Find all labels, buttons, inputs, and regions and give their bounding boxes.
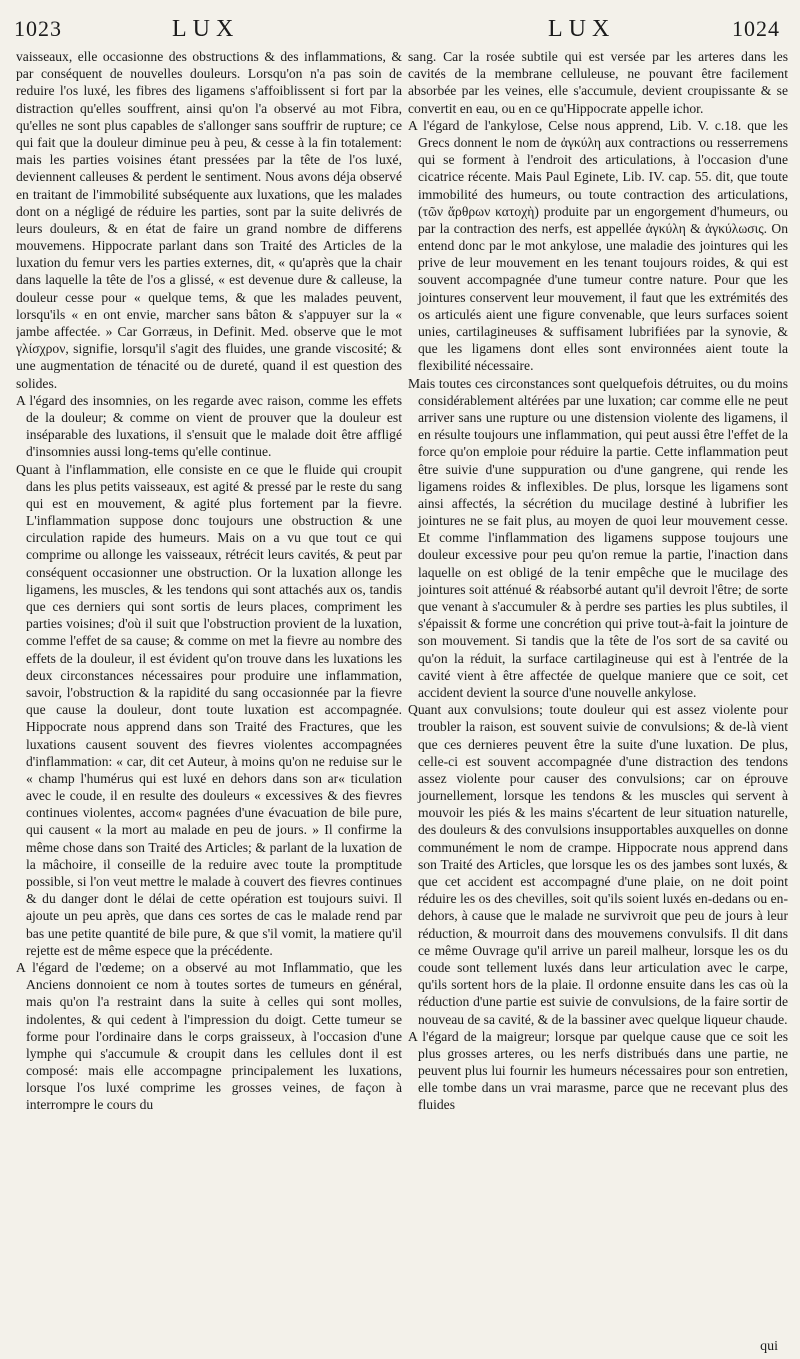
- page-number-right: 1024: [732, 16, 780, 41]
- paragraph-convulsions: Quant aux convulsions; toute douleur qui est assez violente pour troubler la raison, est souvent suivie de convulsions; & de-là vient que ces dernieres peuvent être la suite d'une luxation. De plus, celle-ci est souvent accompagnée d'une distraction des tendons assez violente pour causer des convulsions; car on éprouve journellement, lorsque les tendons & les muscles qui servent à mouvoir les piés & les mains s'écartent de leur situation naturelle, des douleurs & des convulsions insupportables auxquelles on donne communément le nom de crampe. Hippocrate nous apprend dans son Traité des Articles, que lorsque les os des jambes sont luxés, & que cet accident est accompagné d'une plaie, on ne doit point réduire les os des chevilles, soit qu'ils soient luxés en-dedans ou en-dehors, à cause que le malade ne survivroit que peu de jours à leur réduction, & mourroit dans des mouvemens convulsifs. Il dit dans ce même Ouvrage qu'il arrive un pareil malheur, lorsque les os du coude sont tellement luxés dans leur articulation avec le carpe, qu'ils sortent hors de la plaie. Il ordonne ensuite dans les cas où la réduction d'une partie est suivie de convulsions, de la faire sortir de nouveau de sa cavité, & de la bassiner avec quelque liqueur chaude.: [408, 702, 788, 1027]
- paragraph-maigreur: A l'égard de la maigreur; lorsque par quelque cause que ce soit les plus grosses arteres, ou les nerfs distribués dans une partie, ne peuvent plus lui fournir les humeurs nécessaires pour son entretien, elle tombe dans un vrai marasme, parce que ne recevant plus des fluides: [408, 1028, 788, 1113]
- paragraph-insomnies: A l'égard des insomnies, on les regarde avec raison, comme les effets de la douleur; & comme on vient de prouver que la douleur est inséparable des luxations, il s'ensuit que le malade doit être affligé d'insomnies aussi long-tems qu'elle continue.: [16, 392, 402, 460]
- right-column: [408, 48, 788, 1348]
- paragraph-oedeme: A l'égard de l'œdeme; on a observé au mot Inflammatio, que les Anciens donnoient ce nom à toutes sortes de tumeurs en général, mais qu'on l'a restraint dans la suite à celles qui sont molles, indolentes, & qui cedent à l'impression du doigt. Cette tumeur se forme pour l'ordinaire dans le corps graisseux, à l'occasion d'une lymphe qui s'accumule & croupit dans les cellules dont il est composé: mais elle accompagne principalement les luxations, lorsque l'os luxé comprime les grosses veines, de façon à interrompre le cours du: [16, 959, 402, 1113]
- catchword: qui: [760, 1339, 778, 1354]
- running-head-left: LUX: [172, 16, 240, 42]
- paragraph-continuation: vaisseaux, elle occasionne des obstructions & des inflammations, & par conséquent de nouvelles douleurs. Lorsqu'on n'a pas soin de reduire l'os luxé, les fibres des ligamens s'affoiblissent si fort par la distraction qu'elles souffrent, ainsi qu'on l'a observé au mot Fibra, qu'elles ne sont plus capables de s'allonger sans souffrir de rupture; ce qui fait que la douleur diminue peu à peu, & cesse à la fin totalement: mais les parties voisines étant pressées par la tête de l'os luxé, deviennent calleuses & perdent le sentiment. Nous avons déja observé en traitant de l'immobilité subséquente aux luxations, que les malades dont on a négligé de réduire les parties, sont par la suite delivrés de leurs douleurs, & en état de faire un grand nombre de differens mouvemens. Hippocrate parlant dans son Traité des Articles de la luxation du femur vers les parties externes, dit, « qu'après que la chair dans laquelle la tête de l'os a glissé, « est devenue dure & calleuse, la douleur cesse pour « quelque tems, & que les malades peuvent, lorsqu'ils « en ont envie, marcher sans bâton & s'appuyer sur la « jambe affectée. » Car Gorræus, in Definit. Med. observe que le mot γλίσχρον, signifie, lorsqu'il s'agit des fluides, une grande viscosité; & une augmentation de ténacité ou de dureté, quand il est question des solides.: [16, 49, 402, 391]
- page-number-left: 1023: [14, 16, 62, 41]
- paragraph-inflammation: Quant à l'inflammation, elle consiste en ce que le fluide qui croupit dans les plus petits vaisseaux, est agité & pressé par le reste du sang qui est en mouvement, & agité plus fortement par la fievre. L'inflammation suppose donc toujours une obstruction & une circulation rapide des humeurs. Mais on a vu que tout ce qui comprime ou allonge les vaisseaux, rétrécit leurs cavités, & peut par conséquent occasionner une obstruction. Or la luxation allonge les ligamens, les muscles, & les tendons qui sont attachés aux os, tandis que ces derniers qui sont sortis de leurs places, compriment les parties voisines; d'où il suit que l'obstruction provient de la luxation, comme l'effet de sa cause; & comme on met la fievre au nombre des effets de la douleur, il est évident qu'on trouve dans les luxations les deux circonstances nécessaires pour produire une inflammation, savoir, l'obstruction & la rapidité du sang occasionnée par la fievre que cause la douleur, dont toute luxation est accompagnée. Hippocrate nous apprend dans son Traité des Fractures, que les luxations causent souvent des fievres violentes accompagnées d'inflammation: « car, dit cet Auteur, à moins qu'on ne reduise sur le « champ l'humérus qui est luxé en dehors dans son ar« ticulation avec le coude, il en resulte des douleurs « excessives & des fievres continues violentes, accom« pagnées d'une évacuation de bile pure, qui causent « la mort au malade en peu de jours. » Il confirme la même chose dans son Traité des Articles; & parlant de la luxation de la mâchoire, il conseille de la reduire avec toute la promptitude possible, si l'on veut mettre le malade à couvert des fievres continues & du danger dont le délai de cette opération est toujours suivi. Il ajoute un peu après, que dans ces sortes de cas le malade rend par bas une petite quantité de bile pure, & que s'il vomit, la matiere qu'il rejette est de même espece que la précédente.: [16, 461, 402, 958]
- running-head-right: LUX: [548, 16, 616, 42]
- left-column: [16, 48, 402, 1348]
- paragraph-ankylose: A l'égard de l'ankylose, Celse nous apprend, Lib. V. c.18. que les Grecs donnent le nom de ἀγκύλη aux contractions ou resserremens qui se forment à l'endroit des articulations, à l'occasion d'une cicatrice récente. Mais Paul Eginete, Lib. IV. cap. 55. dit, que toute immobilité des humeurs, ou toute contraction des articulations, (τῶν ἄρθρων κατοχὴ) produite par un engorgement d'humeurs, ou par la contraction des nerfs, est appellée ἀγκύλη & ἀγκύλωσις. On entend donc par le mot ankylose, une maladie des jointures qui les prive de leur mouvement en les tenant toujours roides, & qui est souvent accompagnée d'une tumeur contre nature. Pour que les jointures conservent leur mouvement, il faut que les extrémités des os articulés aient une figure convenable, que leurs surfaces soient unies, cartilagineuses & suffisament lubrifiées par la synovie, & que les ligamens dont elles sont environnées aient toute la flexibilité nécessaire.: [408, 117, 788, 374]
- paragraph-continuation-right: sang. Car la rosée subtile qui est versée par les arteres dans les cavités de la membrane celluleuse, ne pouvant être facilement absorbée par les veines, elle s'accumule, devient croupissante & se convertit en eau, ou en ce qu'Hippocrate appelle ichor.: [408, 49, 788, 116]
- paragraph-luxation-effects: Mais toutes ces circonstances sont quelquefois détruites, ou du moins considérablement altérées par une luxation; car comme elle ne peut arriver sans une rupture ou une distension violente des ligamens, il en résulte toujours une inflammation, qui peut aussi être l'effet de la force qu'on emploie pour réduire la partie. Cette inflammation peut être suivie d'une suppuration ou d'une gangrene, qui rende les ligamens roides & inflexibles. De plus, lorsque les ligamens sont ainsi affectés, la sécrétion du mucilage destiné à lubrifier les jointures ne se fait plus, au moyen de quoi leur mouvement cesse. Et comme l'inflammation des ligamens suppose toujours une douleur excessive pour peu qu'on remue la partie, l'inaction dans laquelle on est obligé de la tenir empêche que le mucilage des jointures soit atténué & réabsorbé autant qu'il devroit l'être; de sorte que venant à s'accumuler & à perdre ses parties les plus subtiles, il s'épaissit & forme une concrétion qui prive tout-à-fait la jointure de son mouvement. Si tandis que la tête de l'os sort de sa cavité ou qu'on la réduit, la surface cartilagineuse qui est à l'entrée de la cavité vient à être affectée de quelque maniere que ce soit, cet accident devient la source d'une nouvelle ankylose.: [408, 375, 788, 700]
